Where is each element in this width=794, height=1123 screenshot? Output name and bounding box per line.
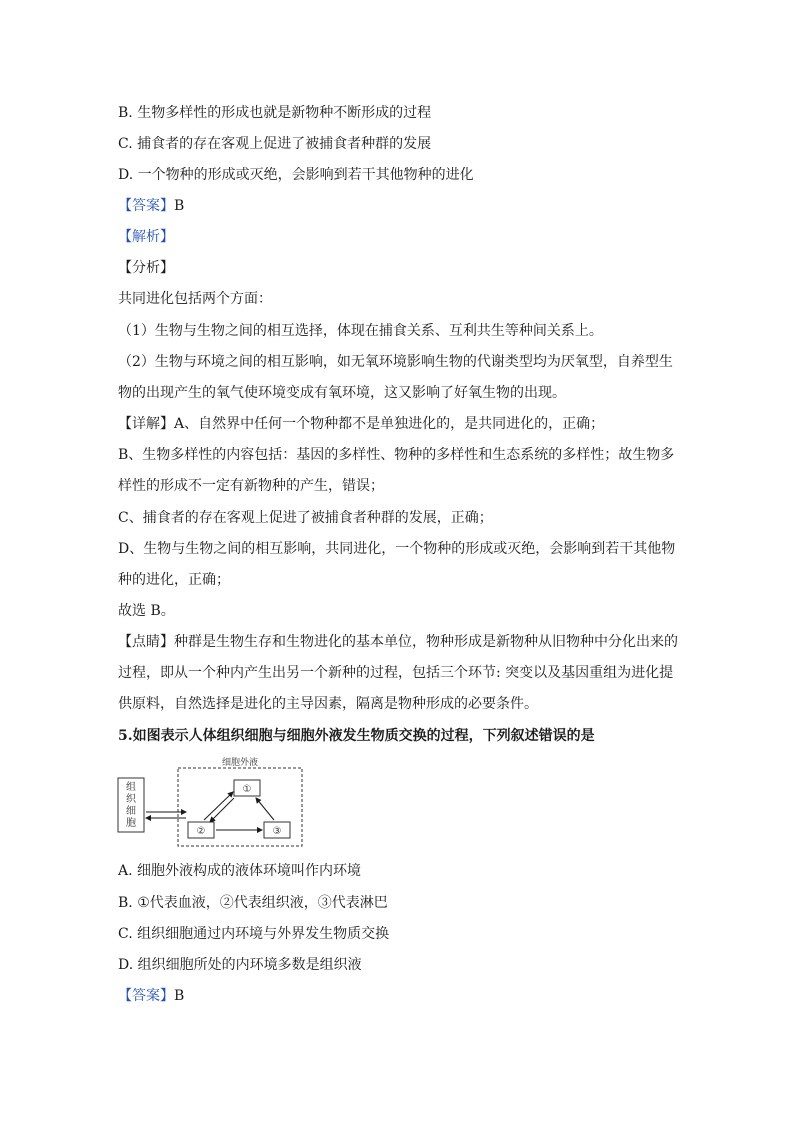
- detail-tag: 【详解】: [118, 416, 174, 432]
- q5-option-b: B. ①代表血液，②代表组织液，③代表淋巴: [118, 895, 388, 911]
- dianjing-text-1: 种群是生物生存和生物进化的基本单位，物种形成是新物种从旧物种中分化出来的: [174, 634, 678, 650]
- detail-d-line-2: 种的进化，正确；: [118, 572, 230, 588]
- prev-answer-line: [118, 196, 184, 216]
- node-2-label: ②: [196, 826, 206, 837]
- exchange-diagram: [116, 756, 306, 850]
- detail-line-a: [118, 414, 604, 434]
- tissue-cell-char-2: 织: [126, 794, 136, 805]
- dianjing-tag: 【点睛】: [118, 634, 174, 650]
- tissue-cell-char-4: 胞: [126, 818, 136, 829]
- q5-answer-value: B: [174, 988, 185, 1004]
- arrow-node3-to-node1: [256, 798, 274, 820]
- answer-value: B: [174, 198, 185, 214]
- point-2-line-2: 物的出现产生的氧气使环境变成有氧环境，这又影响了好氧生物的出现。: [118, 385, 566, 401]
- dianjing-line-2: 过程，即从一个种内产生出另一个新种的过程，包括三个环节: 突变以及基因重组为进化提: [118, 665, 674, 681]
- arrow-node2-to-node1: [204, 792, 233, 820]
- analysis-tag: 【解析】: [118, 229, 174, 245]
- answer-tag: 【答案】: [118, 198, 174, 214]
- extracellular-fluid-label: 细胞外液: [221, 758, 259, 768]
- fenxi-tag: 【分析】: [118, 260, 174, 276]
- detail-b-line-1: B、生物多样性的内容包括：基因的多样性、物种的多样性和生态系统的多样性；故生物多: [118, 447, 675, 463]
- tissue-cell-char-1: 组: [126, 782, 136, 793]
- tissue-cell-char-3: 细: [126, 806, 136, 817]
- q5-answer-line: [118, 986, 184, 1006]
- dianjing-line-1: [118, 632, 678, 652]
- dianjing-line-3: 供原料，自然选择是进化的主导因素，隔离是物种形成的必要条件。: [118, 696, 538, 712]
- q5-option-a: A. 细胞外液构成的液体环境叫作内环境: [118, 863, 362, 879]
- node-1-label: ①: [242, 784, 252, 795]
- q5-option-c: C. 组织细胞通过内环境与外界发生物质交换: [118, 926, 390, 942]
- point-2-line-1: （2）生物与环境之间的相互影响，如无氧环境影响生物的代谢类型均为厌氧型，自养型生: [118, 354, 673, 370]
- detail-d-line-1: D、生物与生物之间的相互影响，共同进化，一个物种的形成或灭绝，会影响到若干其他物: [118, 541, 676, 557]
- detail-a: A、自然界中任何一个物种都不是单独进化的，是共同进化的，正确；: [174, 416, 605, 432]
- detail-b-line-2: 样性的形成不一定有新物种的产生，错误；: [118, 478, 384, 494]
- point-1: （1）生物与生物之间的相互选择，体现在捕食关系、互利共生等种间关系上。: [118, 323, 603, 339]
- coevolution-intro: 共同进化包括两个方面：: [118, 291, 272, 307]
- node-3-label: ③: [272, 826, 282, 837]
- question-5-stem: 5.如图表示人体组织细胞与细胞外液发生物质交换的过程，下列叙述错误的是: [118, 728, 595, 744]
- detail-c: C、捕食者的存在客观上促进了被捕食者种群的发展，正确；: [118, 510, 493, 526]
- prev-option-d: D. 一个物种的形成或灭绝，会影响到若干其他物种的进化: [118, 167, 474, 183]
- prev-option-b: B. 生物多样性的形成也就是新物种不断形成的过程: [118, 105, 432, 121]
- q5-answer-tag: 【答案】: [118, 988, 174, 1004]
- q5-option-d: D. 组织细胞所处的内环境多数是组织液: [118, 957, 362, 973]
- prev-option-c: C. 捕食者的存在客观上促进了被捕食者种群的发展: [118, 136, 432, 152]
- choose-answer: 故选 B。: [118, 603, 175, 619]
- arrow-node1-to-node2: [210, 798, 234, 822]
